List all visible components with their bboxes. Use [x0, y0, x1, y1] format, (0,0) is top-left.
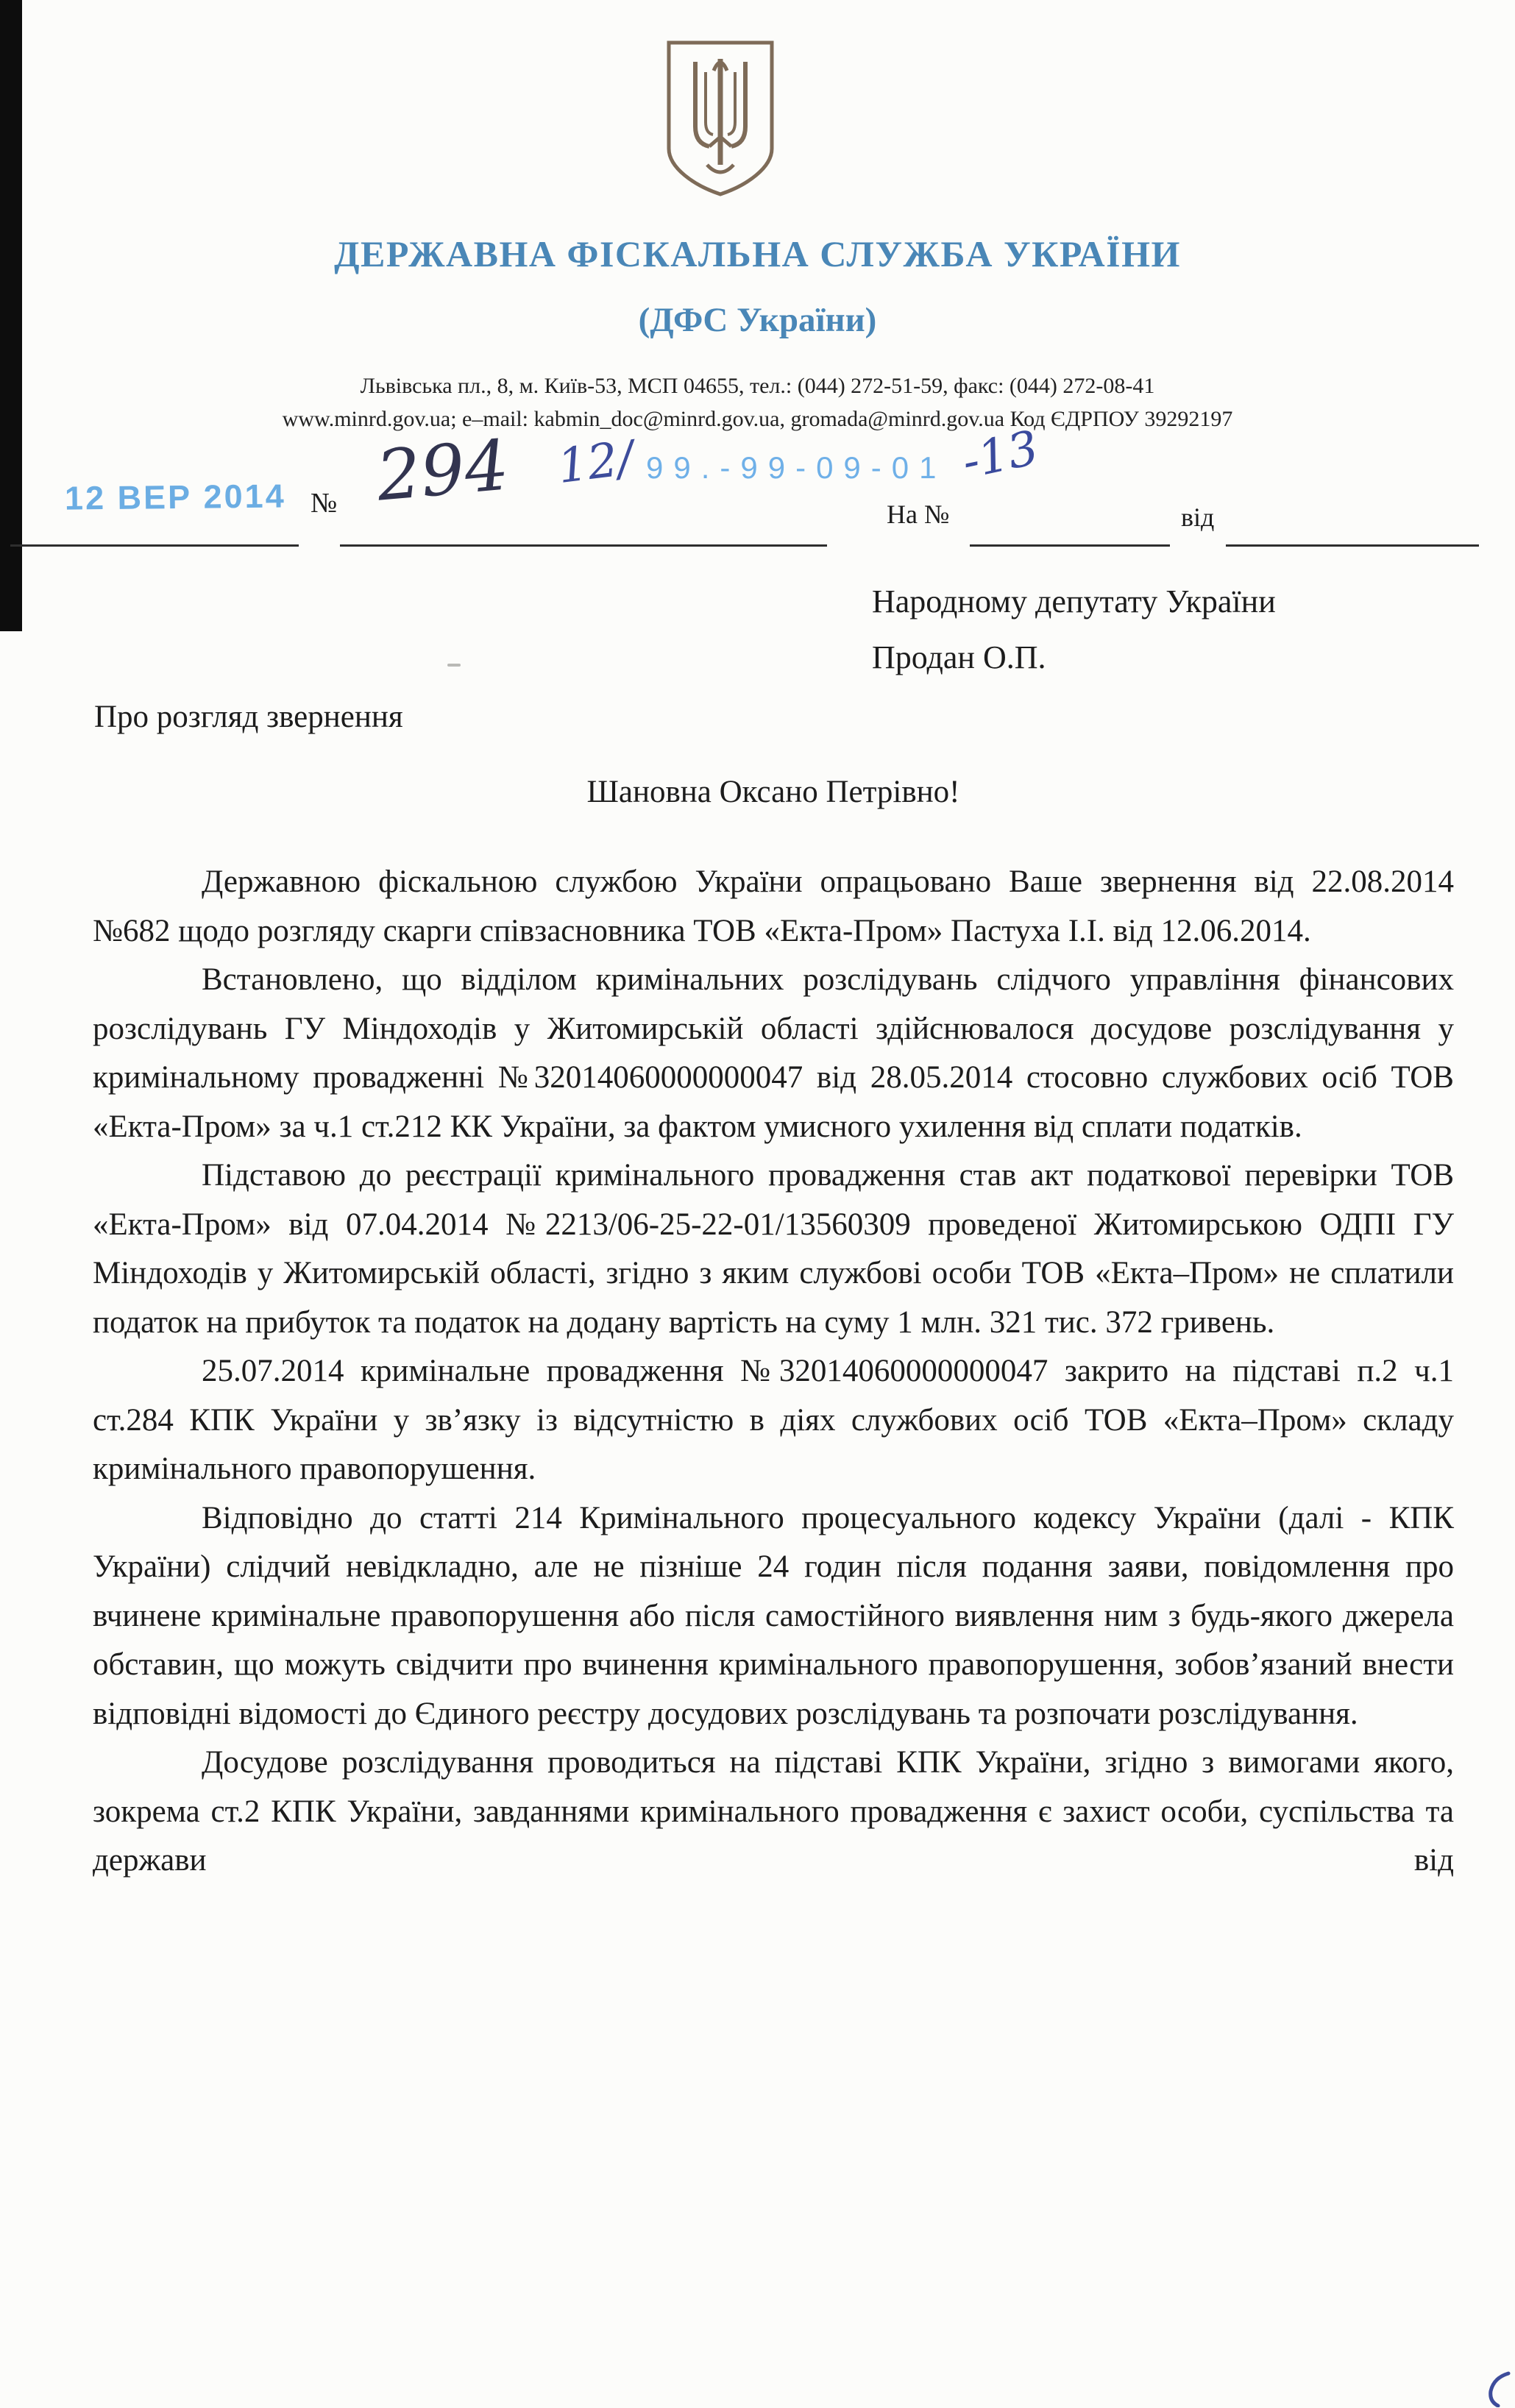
ink-stroke-mark [1466, 2370, 1514, 2407]
incoming-date-label: від [1181, 502, 1215, 532]
field-underline-incoming-number [970, 544, 1170, 547]
body-paragraph: Досудове розслідування проводиться на підставі КПК України, згідно з вимогами якого, зокрема ст.2 КПК України, завданнями кримінального провадження є захист особи, суспільства та держави від [93, 1745, 1454, 1878]
ukraine-trident-icon [664, 40, 776, 197]
field-underline-incoming-date [1226, 544, 1479, 547]
org-contact-line: www.minrd.gov.ua; e–mail: kabmin_doc@minrd.gov.ua, gromada@minrd.gov.ua Код ЄДРПОУ 39292197 [282, 407, 1233, 431]
handwritten-ref-suffix: -13 [957, 421, 1043, 490]
stamped-ref-number: 99.-99-09-01 [646, 450, 947, 485]
handwritten-outgoing-number: 294 [373, 425, 512, 517]
handwritten-ref-prefix: 12/ [554, 430, 637, 495]
scan-speck-artifact [447, 664, 461, 667]
body-paragraph: Підставою до реєстрації кримінального провадження став акт податкової перевірки ТОВ «Екта-Пром» від 07.04.2014 №2213/06-25-22-01/13560309 проведеної Житомирською ОДПІ ГУ Міндоходів у Житомирській області, згідно з яким службові особи ТОВ «Екта–Пром» не сплатили податок на прибуток та податок на додану вартість на суму 1 млн. 321 тис. 372 гривень. [93, 1158, 1454, 1340]
letter-body [93, 858, 1454, 1886]
scan-edge-artifact [0, 0, 22, 631]
org-short-name: (ДФС України) [638, 301, 877, 339]
incoming-number-label: На № [887, 500, 950, 529]
body-paragraph: 25.07.2014 кримінальне провадження №32014060000000047 закрито на підставі п.2 ч.1 ст.284 КПК України у зв’язку із відсутністю в діях службових осіб ТОВ «Екта–Пром» складу кримінального правопорушення. [93, 1354, 1454, 1486]
field-underline-number [340, 544, 827, 547]
org-name-title: ДЕРЖАВНА ФІСКАЛЬНА СЛУЖБА УКРАЇНИ [334, 233, 1181, 274]
subject-line: Про розгляд звернення [94, 700, 403, 734]
outgoing-number-label: № [311, 488, 338, 519]
body-paragraph: Державною фіскальною службою України опрацьовано Ваше звернення від 22.08.2014 №682 щодо розгляду скарги співзасновника ТОВ «Екта-Пром» Пастуха І.І. від 12.06.2014. [93, 864, 1454, 948]
field-underline-date [10, 544, 299, 547]
addressee-line1: Народному депутату України [872, 583, 1276, 619]
org-address-line: Львівська пл., 8, м. Київ-53, МСП 04655, тел.: (044) 272-51-59, факс: (044) 272-08-41 [360, 374, 1155, 398]
salutation: Шановна Оксано Петрівно! [586, 775, 960, 809]
body-paragraph: Відповідно до статті 214 Кримінального процесуального кодексу України (далі - КПК України) слідчий невідкладно, але не пізніше 24 годин після подання заяви, повідомлення про вчинене кримінальне правопорушення або після самостійного виявлення ним з будь-якого джерела обставин, що можуть свідчити про вчинення кримінального правопорушення, зобов’язаний внести відповідні відомості до Єдиного реєстру досудових розслідувань та розпочати розслідування. [93, 1500, 1454, 1731]
body-paragraph: Встановлено, що відділом кримінальних розслідувань слідчого управління фінансових розслідувань ГУ Міндоходів у Житомирській області здійснювалося досудове розслідування у кримінальному провадженні №32014060000000047 від 28.05.2014 стосовно службових осіб ТОВ «Екта-Пром» за ч.1 ст.212 КК України, за фактом умисного ухилення від сплати податків. [93, 962, 1454, 1144]
addressee-block [872, 574, 1276, 686]
addressee-line2: Продан О.П. [872, 639, 1046, 675]
date-stamp: 12 ВЕР 2014 [64, 477, 286, 517]
